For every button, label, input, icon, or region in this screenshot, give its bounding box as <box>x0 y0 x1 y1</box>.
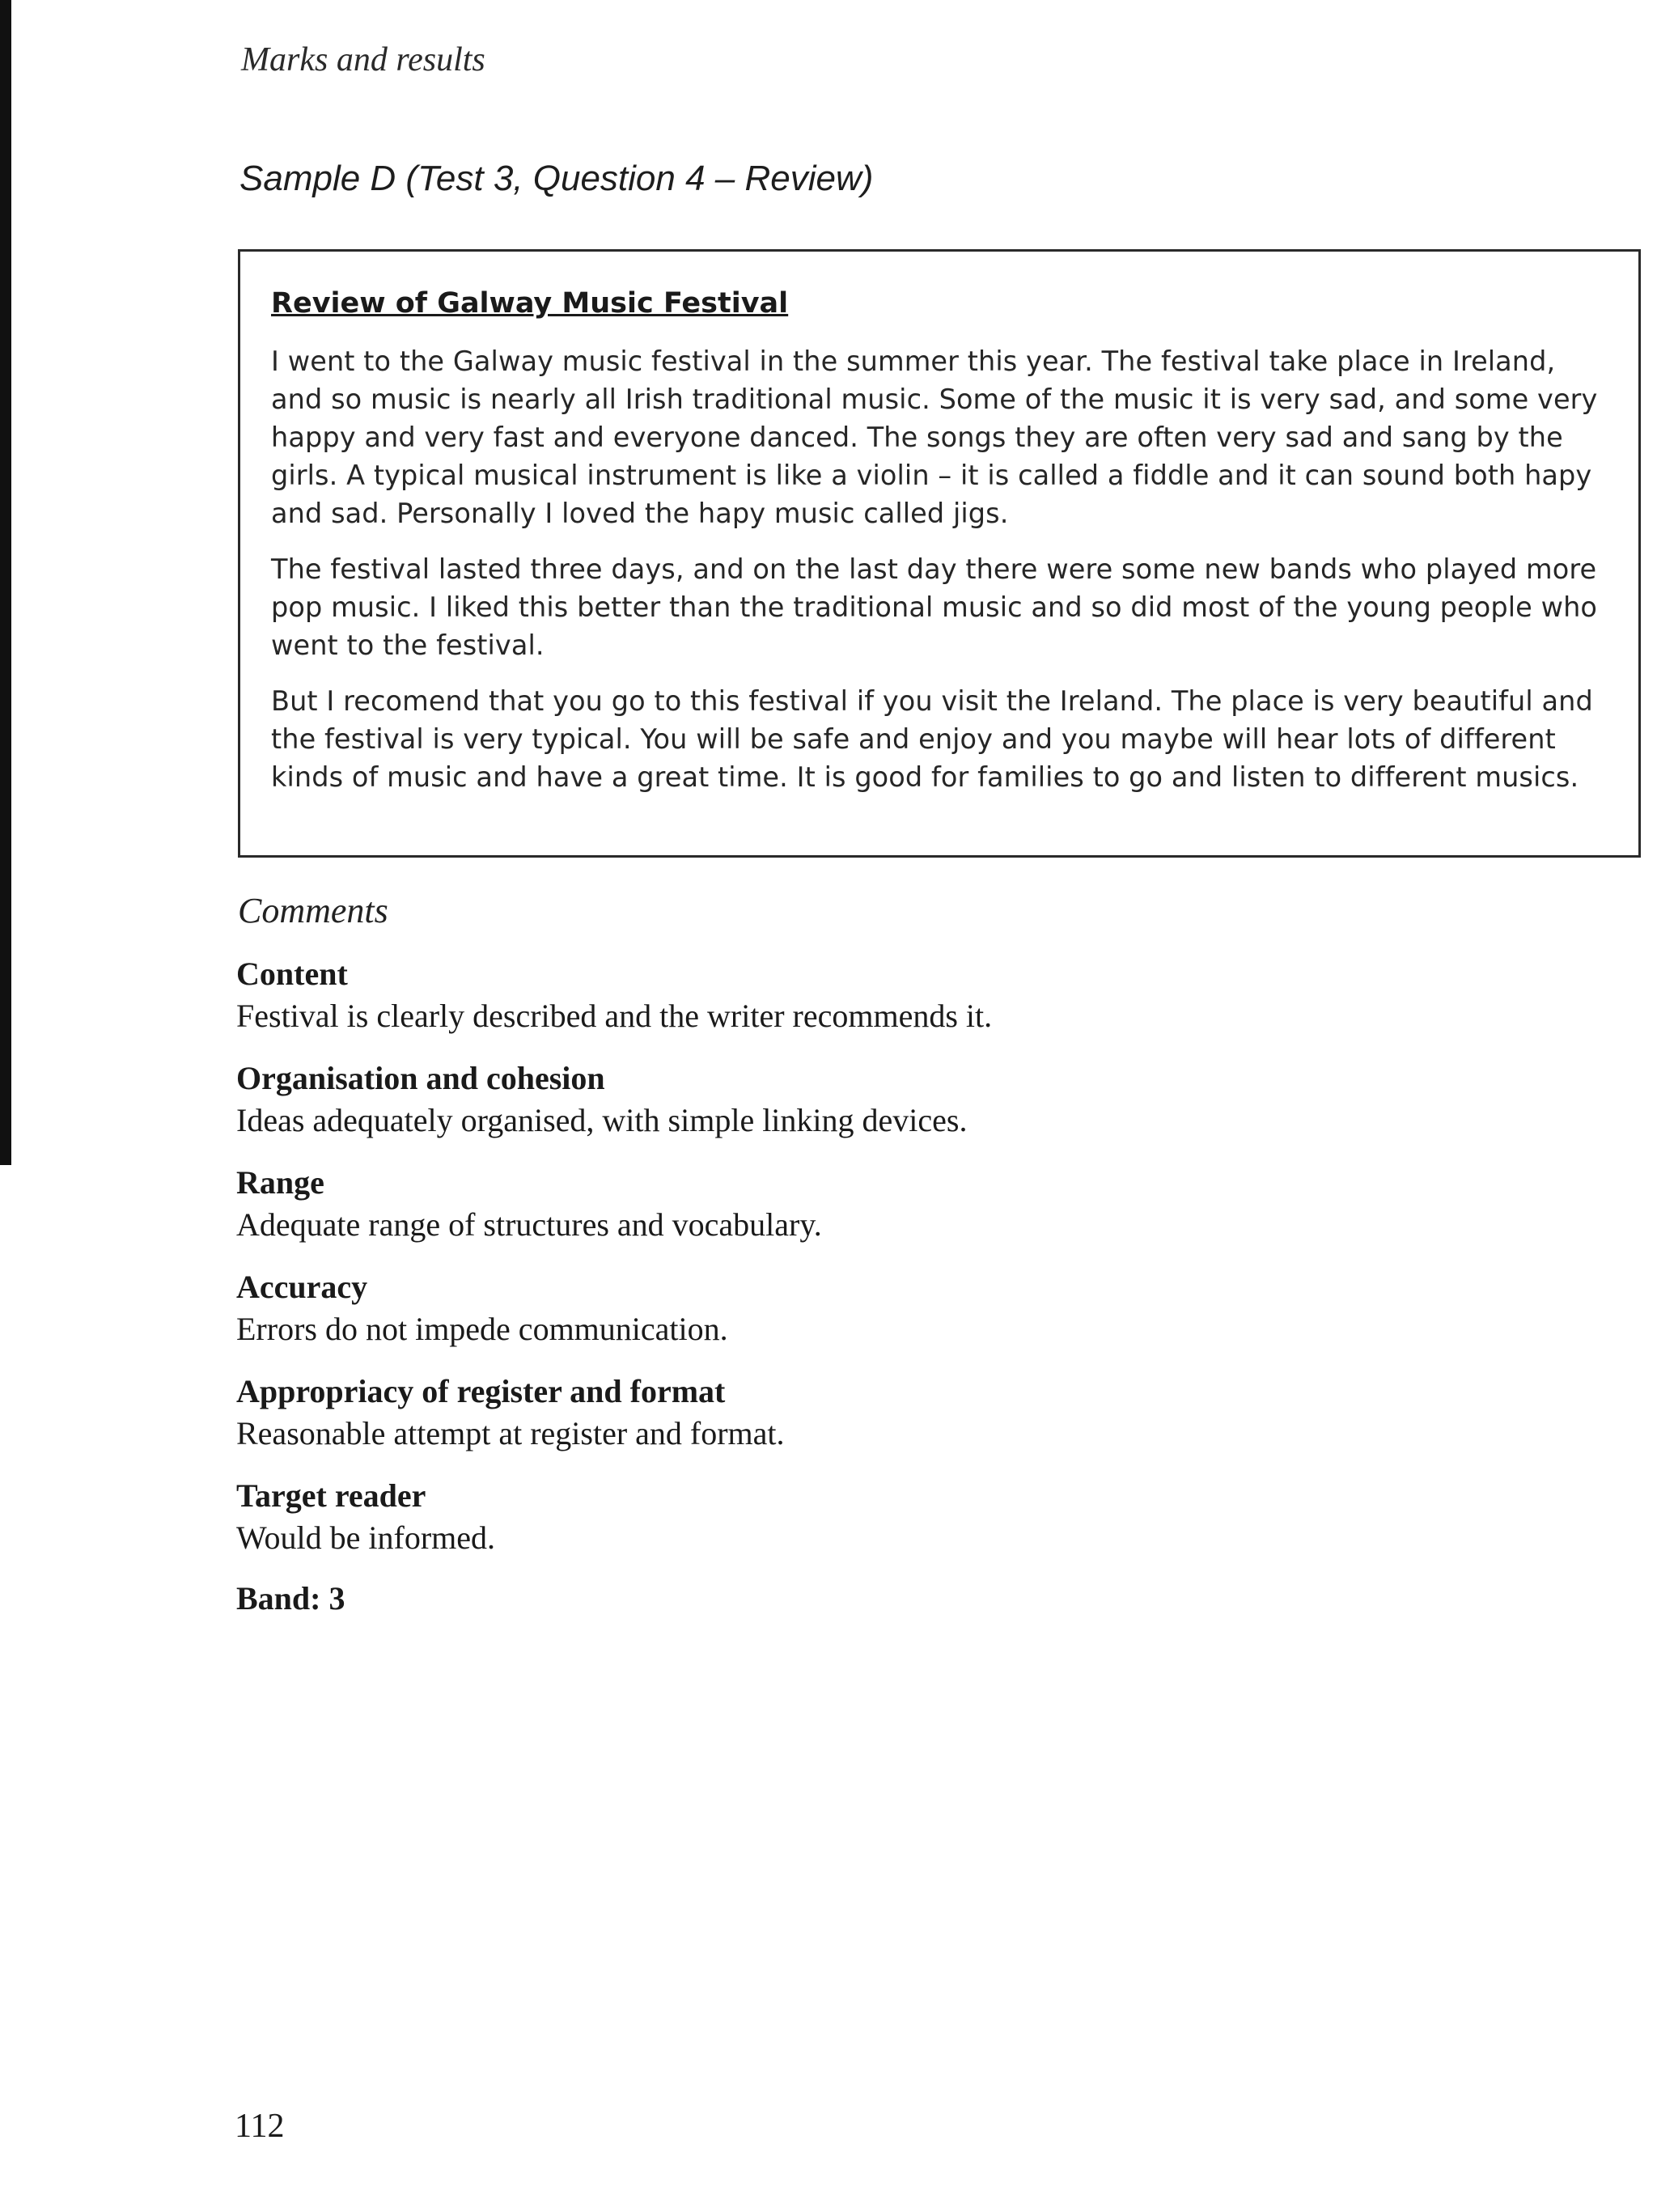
comment-label: Content <box>236 956 348 992</box>
comment-appropriacy <box>236 1371 1450 1455</box>
comment-label: Accuracy <box>236 1269 368 1305</box>
comment-text: Festival is clearly described and the writer recommends it. <box>236 998 993 1034</box>
comment-range <box>236 1162 1450 1246</box>
review-paragraph: I went to the Galway music festival in the summer this year. The festival take place in Ireland, and so music is nearly all Irish traditional music. Some of the music it is very sad, and some very happy and very fast and everyone danced. The songs they are often very sad and sang by the girls. A typical musical instrument is like a violin – it is called a fiddle and it can sound both hapy and sad. Personally I loved the hapy music called jigs. <box>271 345 1598 529</box>
comment-label: Organisation and cohesion <box>236 1060 605 1096</box>
page-number: 112 <box>235 2108 285 2145</box>
comment-text: Ideas adequately organised, with simple linking devices. <box>236 1102 968 1138</box>
comment-accuracy <box>236 1266 1450 1350</box>
band-score: Band: 3 <box>236 1580 345 1617</box>
comment-text: Adequate range of structures and vocabulary. <box>236 1206 822 1243</box>
comment-label: Target reader <box>236 1477 426 1514</box>
comment-label: Appropriacy of register and format <box>236 1373 726 1409</box>
review-title: Review of Galway Music Festival <box>271 287 789 320</box>
comment-text: Reasonable attempt at register and format. <box>236 1415 785 1451</box>
review-paragraph: The festival lasted three days, and on the last day there were some new bands who played more pop music. I liked this better than the traditional music and so did most of the young people who went to the festival. <box>271 553 1598 661</box>
comments-title: Comments <box>238 891 388 930</box>
comment-target-reader <box>236 1475 1450 1559</box>
sample-heading: Sample D (Test 3, Question 4 – Review) <box>239 159 874 198</box>
comments-list <box>236 953 1450 1579</box>
review-paragraph: But I recomend that you go to this festival if you visit the Ireland. The place is very beautiful and the festival is very typical. You will be safe and enjoy and you maybe will hear lots of different kinds of music and have a great time. It is good for families to go and listen to different musics. <box>271 685 1593 793</box>
review-body <box>271 342 1614 814</box>
comment-text: Would be informed. <box>236 1519 496 1556</box>
review-box <box>238 249 1641 858</box>
running-head: Marks and results <box>241 41 485 78</box>
comment-organisation <box>236 1057 1450 1142</box>
comment-text: Errors do not impede communication. <box>236 1311 728 1347</box>
comment-label: Range <box>236 1164 324 1201</box>
page-binding-edge <box>0 0 11 1165</box>
comment-content <box>236 953 1450 1037</box>
